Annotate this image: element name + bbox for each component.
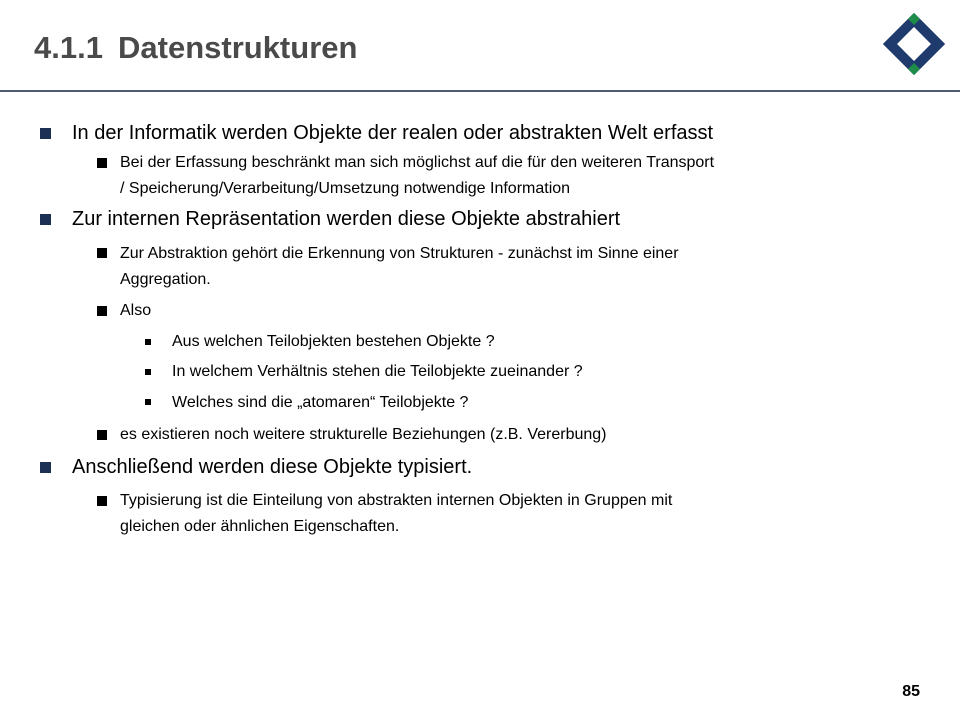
- bullet-small-square-icon: [145, 339, 151, 345]
- bullet-square-icon: [97, 158, 107, 168]
- list-item: Typisierung ist die Einteilung von abstrakten internen Objekten in Gruppen mit: [120, 492, 673, 509]
- list-item-continuation: gleichen oder ähnlichen Eigenschaften.: [120, 518, 400, 535]
- list-item: Zur internen Repräsentation werden diese Objekte abstrahiert: [72, 208, 621, 230]
- list-item: In der Informatik werden Objekte der realen oder abstrakten Welt erfasst: [72, 122, 714, 144]
- section-number: 4.1.1: [34, 30, 103, 65]
- list-item-continuation: Aggregation.: [120, 271, 211, 288]
- list-item: In welchem Verhältnis stehen die Teilobjekte zueinander ?: [172, 363, 583, 380]
- bullet-square-icon: [97, 496, 107, 506]
- bullet-small-square-icon: [145, 369, 151, 375]
- bullet-square-icon: [40, 462, 51, 473]
- list-item: Anschließend werden diese Objekte typisiert.: [72, 456, 473, 478]
- list-item: es existieren noch weitere strukturelle Beziehungen (z.B. Vererbung): [120, 426, 607, 443]
- list-item: Zur Abstraktion gehört die Erkennung von Strukturen - zunächst im Sinne einer: [120, 245, 679, 262]
- section-title: Datenstrukturen: [118, 30, 358, 65]
- list-item: Aus welchen Teilobjekten bestehen Objekte ?: [172, 333, 495, 350]
- bullet-square-icon: [97, 248, 107, 258]
- list-item: Bei der Erfassung beschränkt man sich möglichst auf die für den weiteren Transport: [120, 154, 715, 171]
- page-number: 85: [902, 683, 920, 700]
- list-item: Also: [120, 302, 152, 319]
- list-item-continuation: / Speicherung/Verarbeitung/Umsetzung notwendige Information: [120, 180, 571, 197]
- bullet-square-icon: [97, 306, 107, 316]
- bullet-small-square-icon: [145, 399, 151, 405]
- list-item: Welches sind die „atomaren“ Teilobjekte ?: [172, 394, 469, 411]
- bullet-square-icon: [97, 430, 107, 440]
- bullet-square-icon: [40, 128, 51, 139]
- bullet-square-icon: [40, 214, 51, 225]
